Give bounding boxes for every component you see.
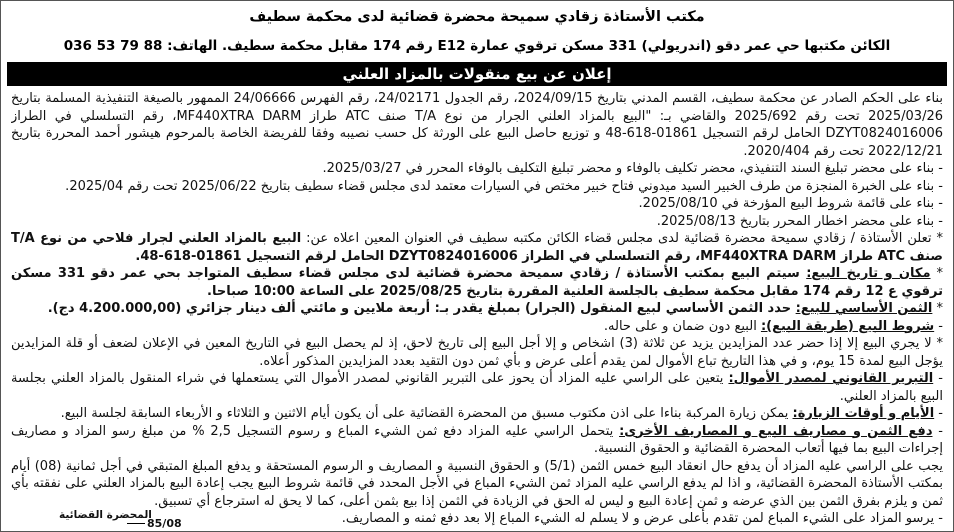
notice-body — [11, 90, 943, 529]
office-phone: 036 53 79 88 — [63, 38, 163, 54]
paragraph-marker: - — [933, 371, 943, 386]
section-label: التبرير القانوني لمصدر الأموال: — [728, 371, 934, 386]
footer-reference: 85/08 — [147, 517, 182, 530]
paragraph-sale-place-date — [11, 265, 943, 300]
paragraph-marker: - — [932, 423, 943, 439]
paragraph-marker: - — [934, 318, 943, 334]
footer-rule — [127, 523, 145, 524]
section-label: الثمن الأساسي للبيع: — [795, 301, 933, 316]
paragraph-text: بناء على الحكم الصادر عن محكمة سطيف، القسم المدني بتاريخ 2024/09/15، رقم الجدول 24/02171، رقم الفهرس 24/06666 الممهور بالصيغة التنفيذية المسلمة بتاريخ 2025/03/26 تحت رقم 2025/692 والقاضي بـ: "البيع بالمزاد العلني الجرار من نوع T/A صنف ATC طراز MF440XTRA DARM، رقم التسلسلي في الطراز DZYT0824016006 الحامل لرقم التسجيل 01861-618-48 و توزيع حاصل البيع على الورثة كل حسب نصيبه وفقا للفريضة الخاصة بالمرحوم هيشور أحمد المحررة بتاريخ 2022/12/21 تحت رقم 2020/404. — [11, 91, 943, 159]
paragraph-text: يمكن زيارة المركبة بناءا على اذن مكتوب مسبق من المحضرة القضائية على أن يكون أيام الاثنين و الثلاثاء و الأربعاء السابقة لجلسة البيع. — [60, 406, 793, 421]
paragraph-text: - بناء على محضر اخطار المحرر بتاريخ 2025/08/13. — [656, 213, 943, 229]
paragraph-notification-basis — [11, 160, 943, 178]
office-address-text: الكائن مكتبها حي عمر دقو (اندريولي) 331 مسكن ترقوي عمارة E12 رقم 174 مقابل محكمة سطيف. الهاتف: — [162, 38, 891, 54]
paragraph-text: حدد الثمن الأساسي لبيع المنقول (الجرار) بمبلغ يقدر بـ: أربعة ملايين و مائتي ألف دينار جزائري (4.200.000,00 دج). — [47, 301, 796, 316]
paragraph-payment-costs — [11, 423, 943, 458]
paragraph-funds-justification — [11, 370, 943, 405]
paragraph-text: يتعين على الراسي عليه المزاد أن يحوز على التبرير القانوني لمصدر الأموال التي يستعملها في شراء المنقول بالمزاد العلني بجلسة البيع بالمزاد العلني. — [11, 371, 943, 404]
paragraph-text: - بناء على محضر تبليغ السند التنفيذي، محضر تكليف بالوفاء و محضر تبليغ التكليف بالوفاء المحرر في 2025/03/27. — [322, 161, 943, 176]
paragraph-text: يتحمل الراسي عليه المزاد دفع ثمن الشيء المباع و رسوم التسجيل 2,5 % من مبلغ رسو المزاد و مصاريف إجراءات البيع بما فيها أتعاب المحضرة القضائية و الحقوق النسبية. — [11, 423, 943, 456]
paragraph-judgment — [11, 90, 943, 160]
paragraph-marker: * — [932, 301, 943, 316]
paragraph-sale-announcement — [11, 230, 943, 265]
paragraph-marker: - — [934, 406, 943, 421]
paragraph-sale-conditions-basis — [11, 195, 943, 213]
office-address — [7, 35, 947, 57]
section-label: شروط البيع (طريقة البيع): — [760, 318, 935, 334]
sold-item-description: البيع بالمزاد العلني لجرار فلاحي من نوع T/A صنف ATC طراز MF440XTRA DARM، رقم التسلسلي في الطراز DZYT0824016006 الحامل لرقم التسجيل 01861-618-48. — [11, 231, 943, 264]
section-label: دفع الثمن و مصاريف البيع و المصاريف الأخرى: — [619, 423, 933, 439]
section-label: مكان و تاريخ البيع: — [806, 266, 931, 281]
paragraph-notice-record-basis — [11, 213, 943, 231]
paragraph-text: - يرسو المزاد على الشيء المباع لمن تقدم بأعلى عرض و لا يسلم له الشيء المباع إلا بعد دفع ثمنه و المصاريف. — [341, 511, 943, 526]
paragraph-text: - بناء على قائمة شروط البيع المؤرخة في 2025/08/10. — [638, 196, 943, 211]
paragraph-payment-deadline — [11, 458, 943, 511]
footer-signature: المحضرة القضائية — [59, 509, 152, 521]
paragraph-sale-terms — [11, 318, 943, 336]
paragraph-visit-days — [11, 405, 943, 423]
paragraph-text: - بناء على الخبرة المنجزة من طرف الخبير السيد ميدوني فتاح خبير مختص في السيارات معتمد لدى مجلس قضاء سطيف بتاريخ 2025/06/22 تحت رقم 2025/04. — [65, 178, 943, 194]
paragraph-expertise-basis — [11, 178, 943, 196]
paragraph-text: البيع دون ضمان و على حاله. — [603, 318, 761, 334]
paragraph-bidders-rule — [11, 335, 943, 370]
office-title: مكتب الأستاذة زقادي سميحة محضرة قضائية لدى محكمة سطيف — [249, 9, 705, 25]
notice-banner: إعلان عن بيع منقولات بالمزاد العلني — [7, 62, 947, 86]
section-label: الأيام و أوقات الزيارة: — [792, 406, 935, 421]
paragraph-text: * تعلن الأستاذة / زقادي سميحة محضرة قضائية لدى مجلس قضاء الكائن مكتبه سطيف في العنوان المعين اعلاه عن: — [301, 231, 943, 246]
paragraph-base-price — [11, 300, 943, 318]
paragraph-text: * لا يجري البيع إلا إذا حضر عدد المزايدين يزيد عن ثلاثة (3) اشخاص و إلا أجل البيع إلى تاريخ لاحق، إذ لم يحصل البيع في التاريخ المعين في الإعلان لضعف أو قلة المزايدين يؤجل البيع لمدة 15 يوم، و في هذا التاريخ تباع الأموال لمن يقدم أعلى عرض و بأي ثمن دون التقيد بعدد المزايدين المذكور أعلاه. — [11, 336, 943, 369]
paragraph-text: يجب على الراسي عليه المزاد أن يدفع حال انعقاد البيع خمس الثمن (5/1) و الحقوق النسبية و المصاريف و الرسوم المستحقة و يدفع المبلغ المتبقي في أجل ثمانية (08) أيام بمكتب الأستاذة المحضرة القضائية، و اذا لم يدفع الراسي عليه المزاد ثمن الشيء المباع في الأجل المحدد في قائمة شروط البيع يجب إعادة البيع بالمزاد العلني على نفقته بأي ثمن و يلزم بفرق الثمن بين الذي عرضه و ثمن إعادة البيع و ليس له الحق في الزيادة في الثمن إذا بيع بثمن أعلى، كما لا يحق له استرجاع أي تسبيق. — [11, 458, 943, 509]
paragraph-text: سيتم البيع بمكتب الأستاذة / زقادي سميحة محضرة قضائية لدى مجلس قضاء سطيف المتواجد بحي عمر دقو 331 مسكن ترقوي ع 12 رقم 174 مقابل محكمة سطيف بالجلسة العلنية المقررة بتاريخ 2025/08/25 على الساعة 10:00 صباحا. — [11, 266, 943, 299]
paragraph-marker: * — [930, 266, 943, 281]
